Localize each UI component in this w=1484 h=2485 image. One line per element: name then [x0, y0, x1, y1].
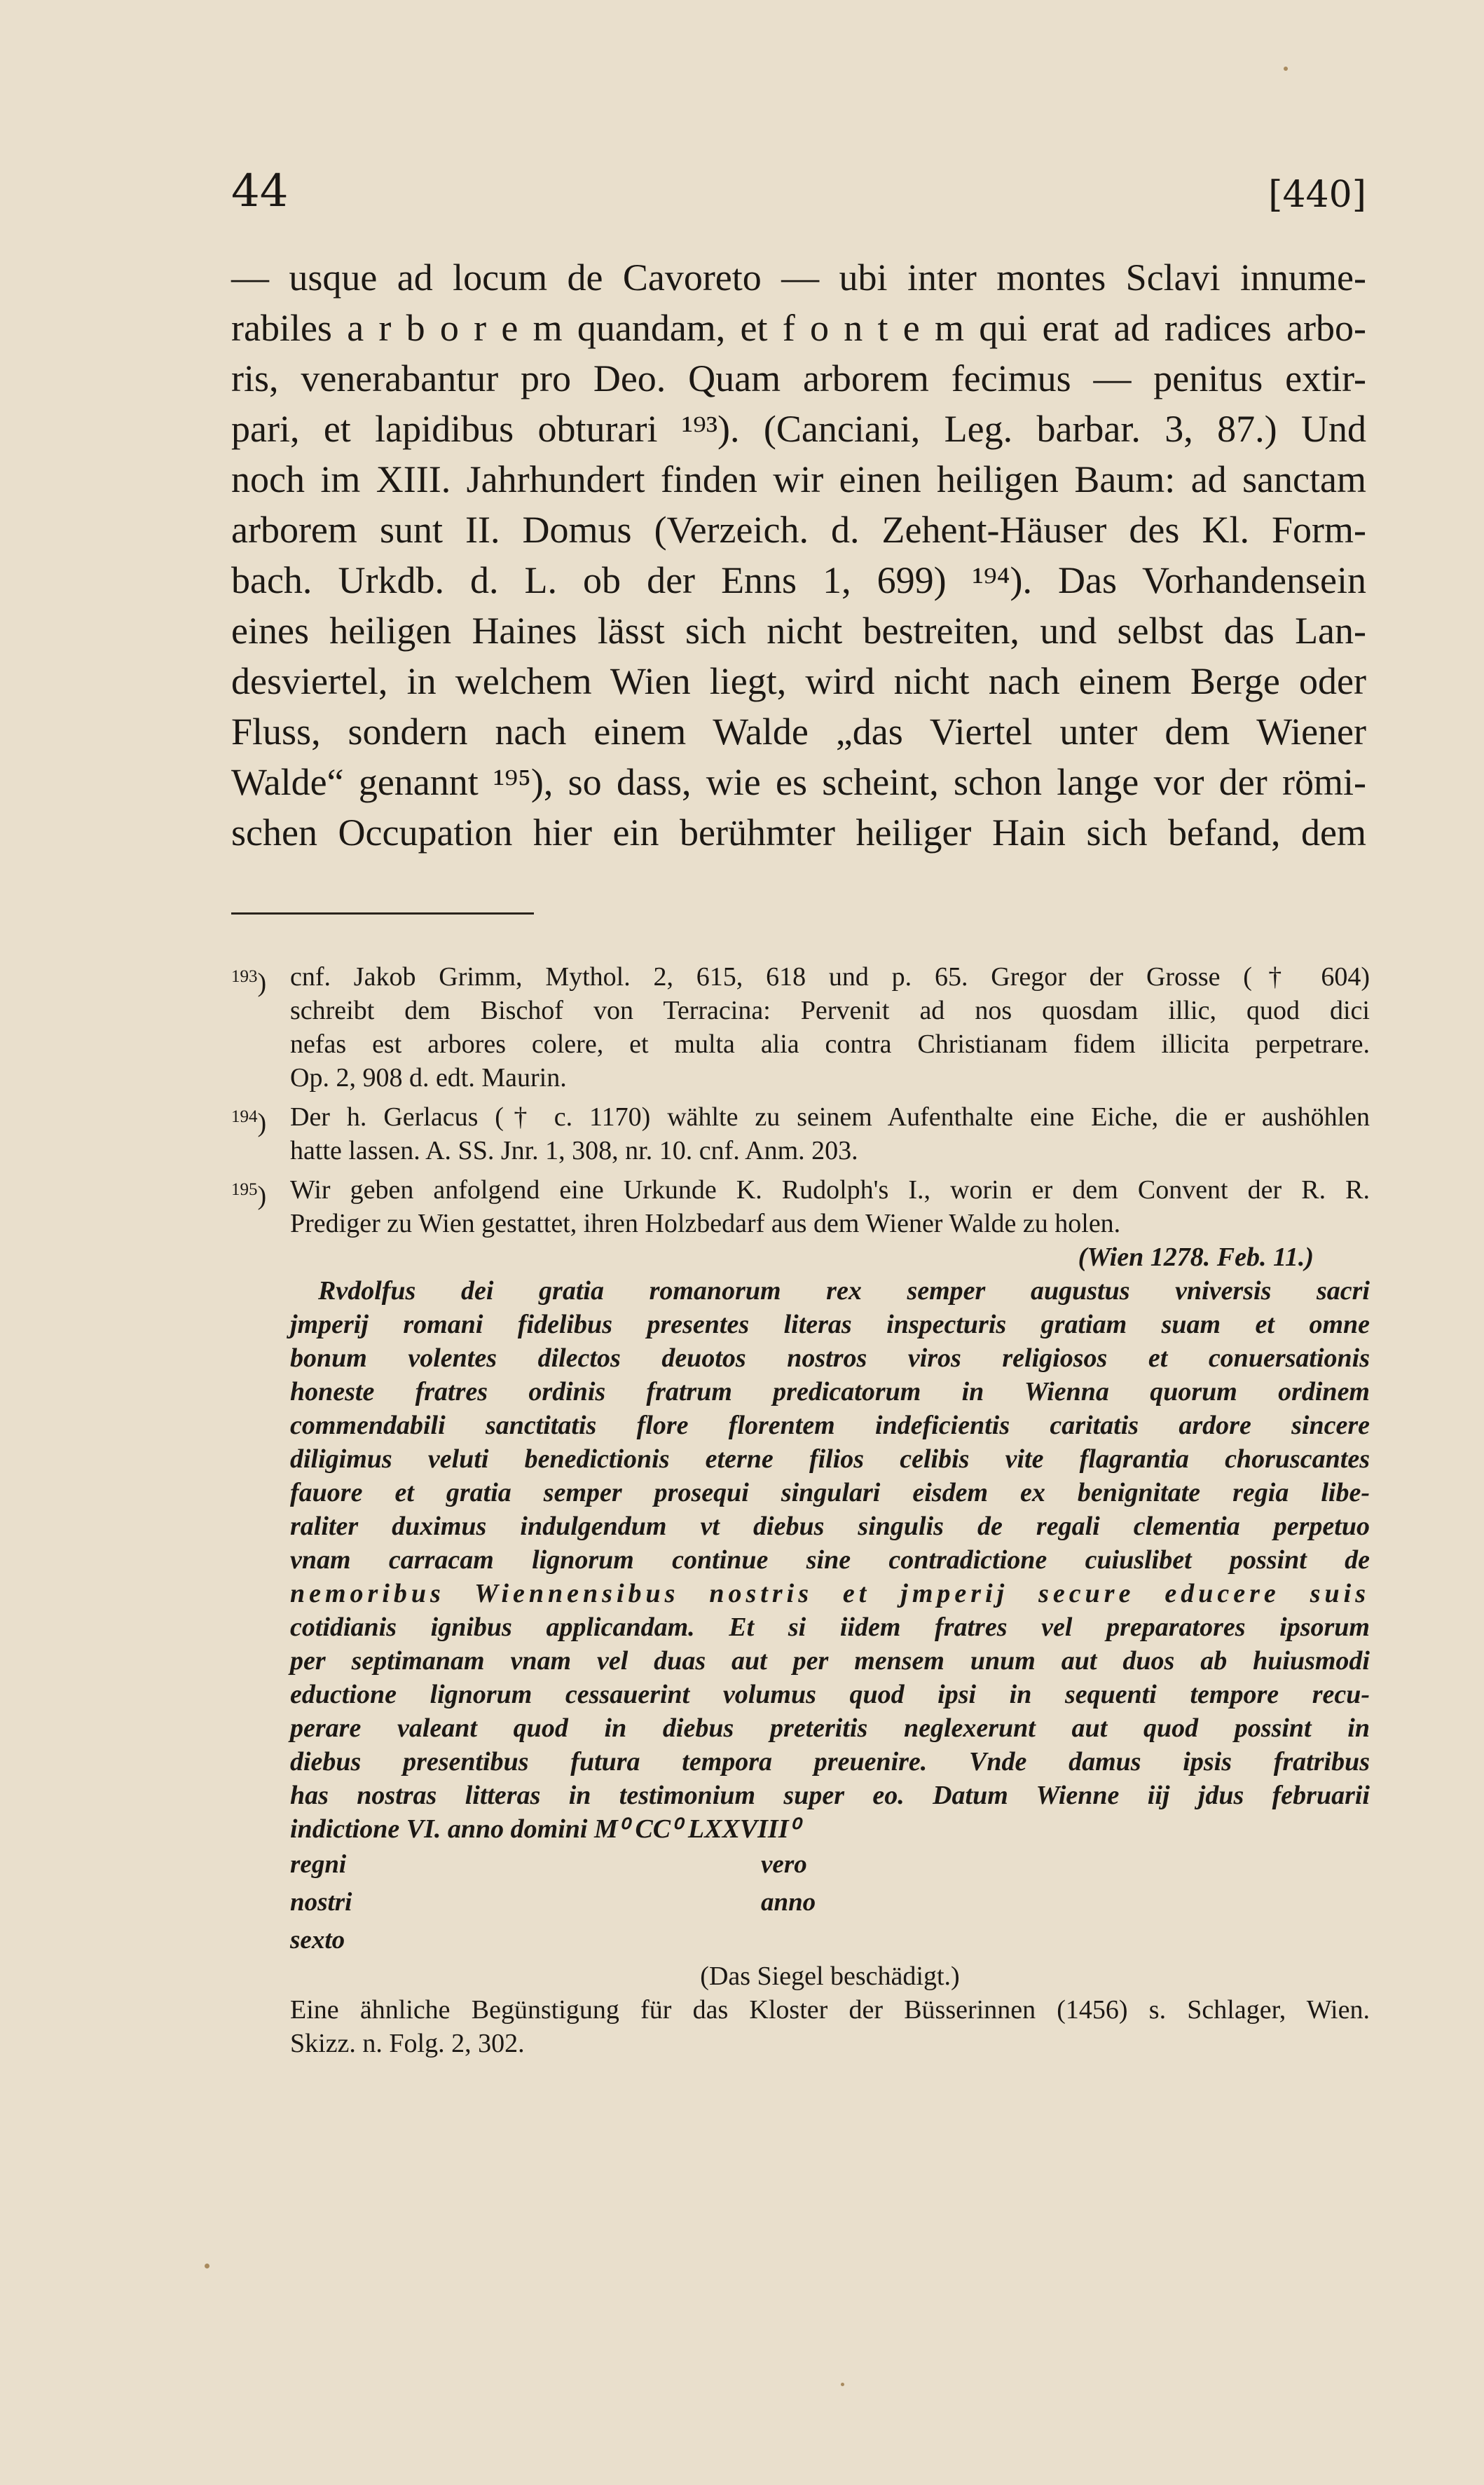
charter-line: indictione VI. anno domini M⁰ CC⁰ LXXVIII⁰ [290, 1814, 799, 1844]
charter-line: eductione lignorum cessauerint volumus quod ipsi in sequenti tempore recu- [290, 1680, 1370, 1709]
text-line: desviertel, in welchem Wien liegt, wird nicht nach einem Berge oder [231, 660, 1366, 702]
text-line: Fluss, sondern nach einem Walde „das Viertel unter dem Wiener [231, 711, 1366, 753]
footnote-line: Wir geben anfolgend eine Urkunde K. Rudolph's I., worin er dem Convent der R. R. [290, 1175, 1370, 1205]
footnote-194 [231, 1100, 1370, 1168]
text-line: noch im XIII. Jahrhundert finden wir einen heiligen Baum: ad sanctam [231, 458, 1366, 500]
footnote-195 [231, 1173, 1370, 2060]
footnote-line: cnf. Jakob Grimm, Mythol. 2, 615, 618 und p. 65. Gregor der Grosse († 604) [290, 962, 1370, 992]
charter-line: diligimus veluti benedictionis eterne filios celibis vite flagrantia choruscantes [290, 1444, 1370, 1474]
charter-line: vnam carracam lignorum continue sine contradictione cuiuslibet possint de [290, 1545, 1370, 1575]
regnal-left: sexto [290, 1926, 345, 1955]
text-line: pari, et lapidibus obturari ¹⁹³). (Canciani, Leg. barbar. 3, 87.) Und [231, 408, 1366, 450]
footnote-line: Prediger zu Wien gestattet, ihren Holzbedarf aus dem Wiener Walde zu holen. [290, 1209, 1121, 1238]
footnote-193 [231, 960, 1370, 1095]
text-line: bach. Urkdb. d. L. ob der Enns 1, 699) ¹⁹⁴). Das Vorhandensein [231, 559, 1366, 601]
text-line: arborem sunt II. Domus (Verzeich. d. Zehent-Häuser des Kl. Form- [231, 509, 1366, 551]
regnal-right: vero [761, 1850, 807, 1879]
charter-line: honeste fratres ordinis fratrum predicatorum in Wienna quorum ordinem [290, 1377, 1370, 1406]
footnote-line: Der h. Gerlacus († c. 1170) wählte zu seinem Aufenthalte eine Eiche, die er aushöhlen [290, 1102, 1370, 1132]
closing-line: Skizz. n. Folg. 2, 302. [290, 2029, 525, 2058]
charter-line: perare valeant quod in diebus preteritis neglexerunt aut quod possint in [290, 1713, 1370, 1743]
footnote-marker: $^{194}$) [231, 1107, 267, 1138]
charter-line: per septimanam vnam vel duas aut per mensem unum aut duos ab huiusmodi [290, 1646, 1370, 1676]
paper-speck [1284, 67, 1288, 71]
footnote-line: nefas est arbores colere, et multa alia contra Christianam fidem illicita perpetrare. [290, 1029, 1370, 1059]
text-line: — usque ad locum de Cavoreto — ubi inter montes Sclavi innume- [231, 256, 1366, 299]
paper-speck [841, 2383, 844, 2386]
charter-line: Rvdolfus dei gratia romanorum rex semper augustus vniversis sacri [318, 1276, 1370, 1306]
text-line: ris, venerabantur pro Deo. Quam arborem fecimus — penitus extir- [231, 357, 1366, 399]
paper-speck [205, 2264, 209, 2268]
page-reference: [440] [1268, 174, 1366, 216]
charter-line: fauore et gratia semper prosequi singulari eisdem ex benignitate regia libe- [290, 1478, 1370, 1507]
page-number: 44 [231, 165, 289, 217]
regnal-row [231, 1846, 1370, 1884]
regnal-row [231, 1884, 1370, 1922]
running-header [231, 165, 1366, 221]
text-line: Walde“ genannt ¹⁹⁵), so dass, wie es scheint, schon lange vor der römi- [231, 761, 1366, 803]
charter-line: cotidianis ignibus applicandam. Et si iidem fratres vel preparatores ipsorum [290, 1613, 1370, 1642]
charter-line: diebus presentibus futura tempora preuenire. Vnde damus ipsis fratribus [290, 1747, 1370, 1777]
regnal-left: regni [290, 1850, 347, 1879]
charter-line: raliter duximus indulgendum vt diebus singulis de regali clementia perpetuo [290, 1512, 1370, 1541]
footnote-marker: $^{195}$) [231, 1180, 267, 1211]
seal-note: (Das Siegel beschädigt.) [700, 1962, 960, 1991]
regnal-left: nostri [290, 1888, 352, 1917]
footnote-line: schreibt dem Bischof von Terracina: Pervenit ad nos quosdam illic, quod dici [290, 996, 1370, 1025]
charter-line: nemoribus Wiennensibus nostris et jmperij secure educere suis [290, 1579, 1370, 1608]
closing-line: Eine ähnliche Begünstigung für das Kloster der Büsserinnen (1456) s. Schlager, Wien. [290, 1995, 1370, 2025]
main-text [231, 252, 1366, 858]
regnal-row [231, 1922, 1370, 1959]
footnote-marker: $^{193}$) [231, 967, 267, 998]
charter-line: jmperij romani fidelibus presentes literas inspecturis gratiam suam et omne [290, 1310, 1370, 1339]
text-line: schen Occupation hier ein berühmter heiliger Hain sich befand, dem [231, 812, 1366, 854]
footnote-rule [231, 912, 534, 915]
text-line: rabiles a r b o r e m quandam, et f o n t e m qui erat ad radices arbo- [231, 307, 1366, 349]
regnal-right: anno [761, 1888, 816, 1917]
footnote-line: hatte lassen. A. SS. Jnr. 1, 308, nr. 10. cnf. Anm. 203. [290, 1136, 858, 1165]
footnote-line: Op. 2, 908 d. edt. Maurin. [290, 1063, 567, 1093]
text-line: eines heiligen Haines lässt sich nicht bestreiten, und selbst das Lan- [231, 610, 1366, 652]
charter-line: has nostras litteras in testimonium super eo. Datum Wienne iij jdus februarii [290, 1781, 1370, 1810]
charter-line: commendabili sanctitatis flore florentem indeficientis caritatis ardore sincere [290, 1411, 1370, 1440]
charter-dateline: (Wien 1278. Feb. 11.) [1078, 1242, 1314, 1272]
footnotes [231, 960, 1370, 2060]
charter-line: bonum volentes dilectos deuotos nostros viros religiosos et conuersationis [290, 1343, 1370, 1373]
